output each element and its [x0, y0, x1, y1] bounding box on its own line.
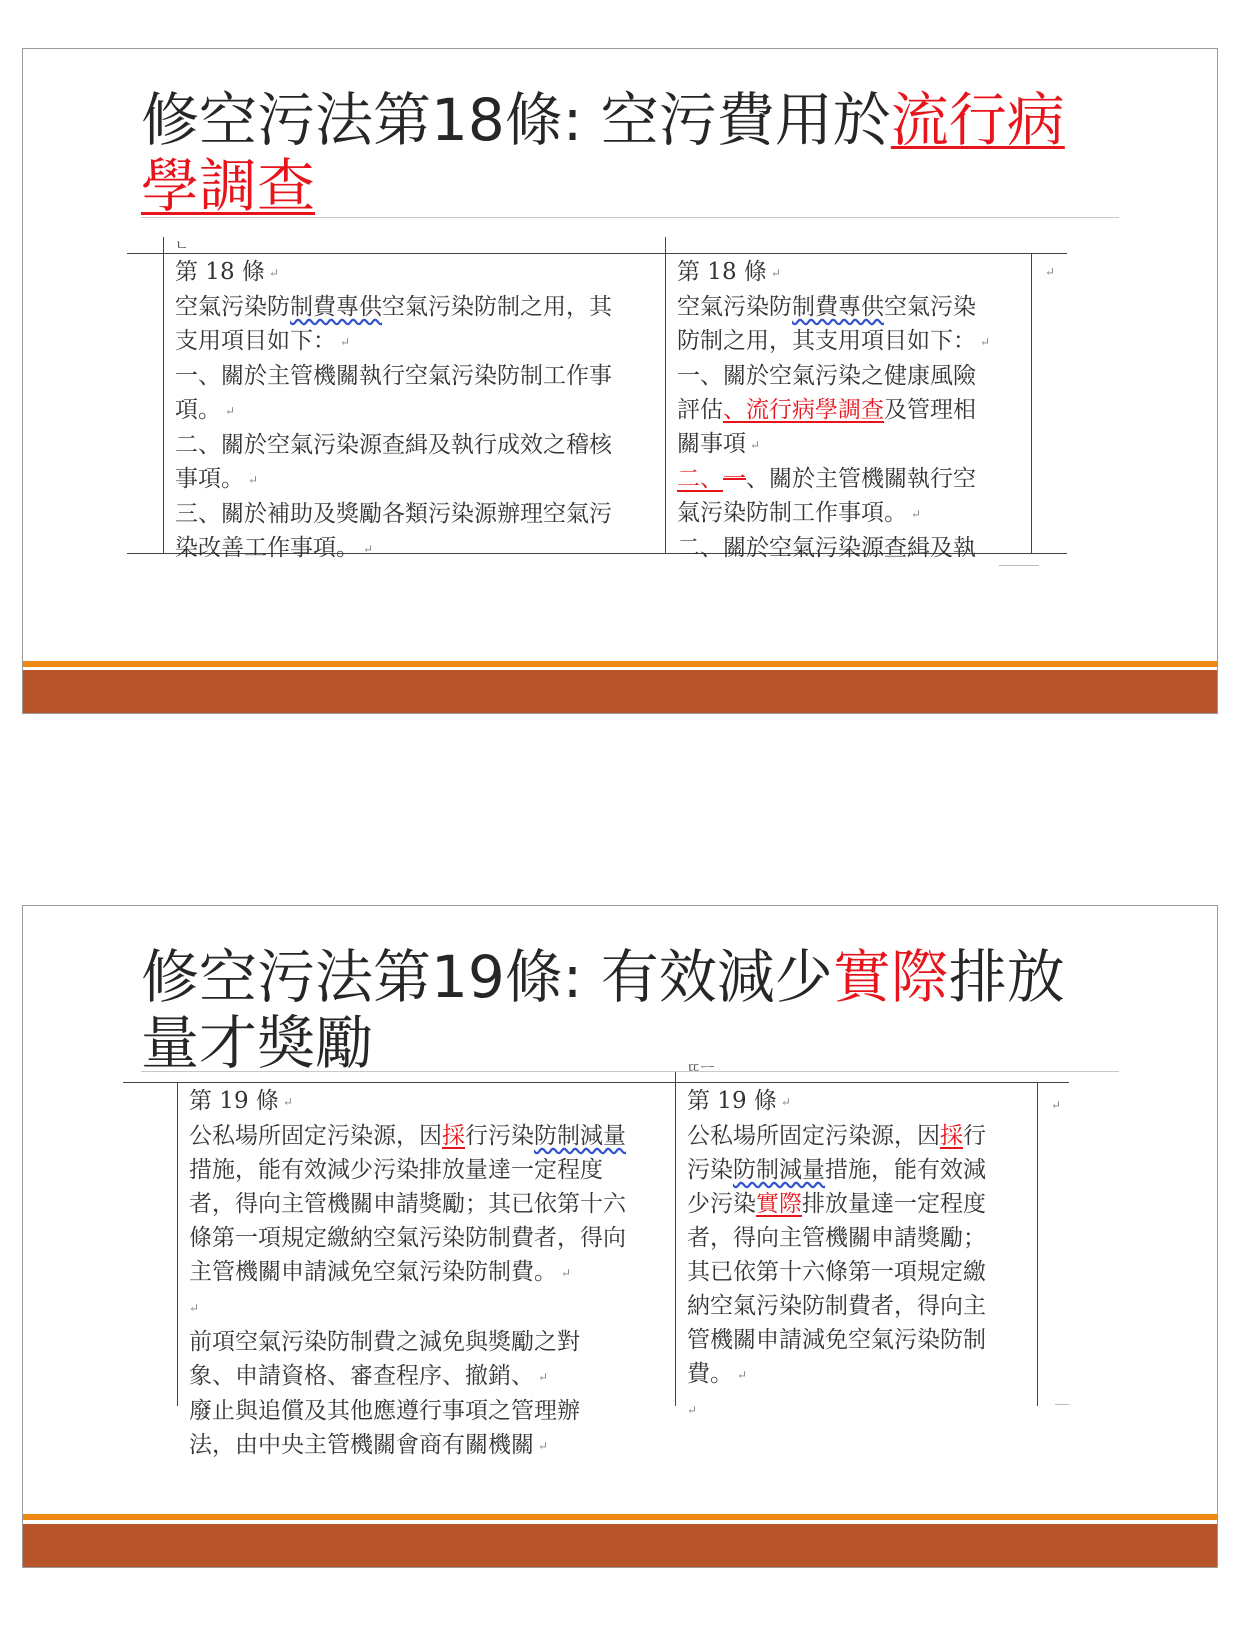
- law-comparison-table: ㄸㅡ ↵ 第 19 條 ↵ 公私場所固定污染源，因採行污染防制減量 措施，能有效減少污染排放量達一定程度 者，得向主管機關申請獎勵；其已依第十六 條第一項規定繳納空氣污染防制費者，得向 主管機關申請減免空氣污染防制費。 ↵ ↵ 前項空氣污染防制費之減免與獎勵之對 象、申請資格、審查程序、撤銷、 ↵ 廢止與追償及其他應遵行事項之管理辦 法，由中央主管機關會商有關機關 ↵ 第 19 條 ↵ 公私場所固定污染源，因採行 污染防制減量措施，能有效減 少污染實際排放量達一定程度 者，得向主管機關申請獎勵； 其已依第十六條第一項規定繳 納空氣污染防制費者，得向主 管機關申請減免空氣污染防制 費。 ↵ ↵: [123, 1064, 1123, 1414]
- article-line: 者，得向主管機關申請獎勵；: [687, 1225, 986, 1251]
- article-line: 費。 ↵: [687, 1361, 748, 1387]
- article-line: 少污染實際排放量達一定程度: [687, 1191, 986, 1217]
- article-heading: 第 19 條 ↵: [189, 1088, 293, 1114]
- inserted-text: 、流行病學調查: [723, 397, 884, 423]
- deleted-text: 一: [723, 466, 746, 492]
- article-line: 空氣污染防制費專供空氣污染防制之用，其: [175, 294, 612, 320]
- article-line: 廢止與追償及其他應遵行事項之管理辦: [189, 1398, 580, 1424]
- article-line: ↵: [189, 1301, 200, 1315]
- slide-1: [22, 48, 1218, 714]
- inserted-text: 實際: [756, 1191, 802, 1217]
- amended-law-column: [677, 255, 990, 565]
- slide-2: [22, 905, 1218, 1568]
- article-line: 空氣污染防制費專供空氣污染: [677, 294, 976, 320]
- title-text: 修空污法第19條: 有效減少: [141, 943, 833, 1011]
- accent-band-rust: [23, 1524, 1217, 1567]
- current-law-column: [189, 1084, 626, 1463]
- article-line: 評估、流行病學調查及管理相: [677, 397, 976, 423]
- accent-band-rust: [23, 670, 1217, 713]
- title-highlight: 流行病: [890, 86, 1065, 154]
- article-heading: 第 18 條 ↵: [677, 259, 781, 285]
- article-line: 者，得向主管機關申請獎勵；其已依第十六: [189, 1191, 626, 1217]
- title-divider: [141, 217, 1119, 218]
- article-line: 污染防制減量措施，能有效減: [687, 1157, 986, 1183]
- article-line: 二、一、關於主管機關執行空: [677, 466, 976, 492]
- title-highlight-2: 學調查: [141, 152, 316, 220]
- table-fragment-line: [999, 565, 1039, 566]
- article-line: 措施，能有效減少污染排放量達一定程度: [189, 1157, 603, 1183]
- article-line: 納空氣污染防制費者，得向主: [687, 1293, 986, 1319]
- table-fragment-line: [1055, 1404, 1069, 1405]
- article-line: 項。 ↵: [175, 397, 236, 423]
- article-line: 法，由中央主管機關會商有關機關 ↵: [189, 1432, 549, 1458]
- article-heading: 第 18 條 ↵: [175, 259, 279, 285]
- article-line: 關事項 ↵: [677, 431, 761, 457]
- article-line: 象、申請資格、審查程序、撤銷、 ↵: [189, 1363, 549, 1389]
- current-law-column: [175, 255, 612, 566]
- article-line: 一、關於主管機關執行空氣污染防制工作事: [175, 363, 612, 389]
- article-line: 二、關於空氣污染源查緝及執行成效之稽核: [175, 432, 612, 458]
- title-text: 修空污法第18條: 空污費用於: [141, 86, 891, 154]
- title-highlight: 實際: [832, 943, 949, 1011]
- article-line: 條第一項規定繳納空氣污染防制費者，得向: [189, 1225, 626, 1251]
- article-heading: 第 19 條 ↵: [687, 1088, 791, 1114]
- law-comparison-table: ㄴ ↵ 第 18 條 ↵ 空氣污染防制費專供空氣污染防制之用，其 支用項目如下： ↵ 一、關於主管機關執行空氣污染防制工作事 項。 ↵ 二、關於空氣污染源查緝及執行成效之稽核 事項。 ↵ 三、關於補助及獎勵各類污染源辦理空氣污 染改善工作事項。 ↵ 第 18 條 ↵ 空氣污染防制費專供空氣污染 防制之用，其支用項目如下： ↵ 一、關於空氣污染之健康風險 評估、流行病學調查及管理相 關事項 ↵ 二、一、關於主管機關執行空 氣污染防制工作事項。 ↵ 二、關於空氣污染源查緝及執: [127, 237, 1127, 567]
- article-line: ↵: [687, 1403, 698, 1417]
- slide-title: [141, 87, 1141, 219]
- article-line: 防制之用，其支用項目如下： ↵: [677, 328, 991, 354]
- article-line: 管機關申請減免空氣污染防制: [687, 1327, 986, 1353]
- article-line: 染改善工作事項。 ↵: [175, 535, 374, 561]
- accent-band-orange: [23, 1514, 1217, 1520]
- article-line: 二、關於空氣污染源查緝及執: [677, 535, 976, 561]
- article-line: 支用項目如下： ↵: [175, 328, 351, 354]
- article-line: 事項。 ↵: [175, 466, 259, 492]
- article-line: 氣污染防制工作事項。 ↵: [677, 500, 922, 526]
- amended-law-column: [687, 1084, 986, 1427]
- article-line: 其已依第十六條第一項規定繳: [687, 1259, 986, 1285]
- article-line: 主管機關申請減免空氣污染防制費。 ↵: [189, 1259, 572, 1285]
- accent-band-orange: [23, 661, 1217, 667]
- article-line: 公私場所固定污染源，因採行: [687, 1123, 986, 1149]
- article-line: 一、關於空氣污染之健康風險: [677, 363, 976, 389]
- slide-title: 修空污法第19條: 有效減少實際排放 量才獎勵: [141, 943, 1065, 1077]
- article-line: 三、關於補助及獎勵各類污染源辦理空氣污: [175, 501, 612, 527]
- article-line: 前項空氣污染防制費之減免與獎勵之對: [189, 1329, 580, 1355]
- article-line: 公私場所固定污染源，因採行污染防制減量: [189, 1123, 626, 1149]
